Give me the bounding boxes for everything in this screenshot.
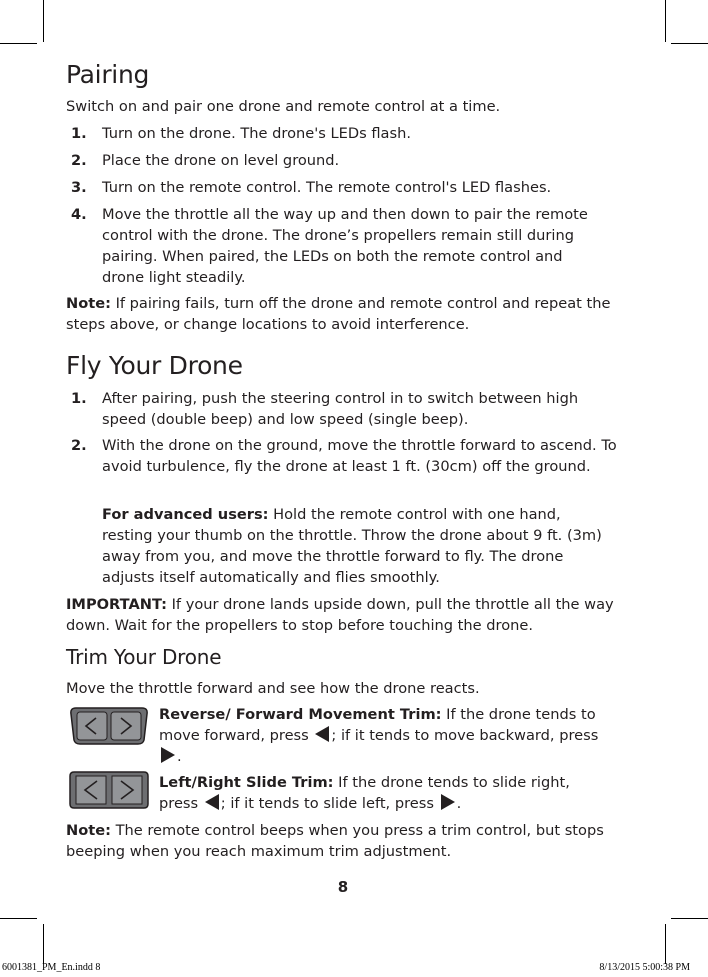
crop-mark [43,924,44,964]
section-title-trim: Trim Your Drone [66,645,222,669]
left-arrow-icon [315,726,329,742]
crop-mark [671,918,708,919]
slug-filename: 6001381_PM_En.indd 8 [2,962,101,973]
pairing-intro: Switch on and pair one drone and remote control at a time. [66,98,501,115]
left-arrow-icon [205,794,219,810]
note-label: Note: [66,822,111,839]
step-number: 2. [71,437,87,454]
important-text: If your drone lands upside down, pull the throttle all the way down. Wait for the propellers to stop before touching the drone. [66,596,614,634]
pairing-step-1: Turn on the drone. The drone's LEDs flash. [102,125,411,142]
fly-step-2: With the drone on the ground, move the throttle forward to ascend. To avoid turbulence, fly the drone at least 1 ft. (30cm) off the ground. [102,437,617,475]
crop-mark [665,0,666,42]
pairing-step-4: Move the throttle all the way up and then down to pair the remote control with the drone. The drone’s propellers remain still during pairing. When paired, the LEDs on both the remote control and drone light steadily. [102,206,588,286]
step-number: 1. [71,125,87,142]
crop-mark [0,43,37,44]
trim-button-icon [68,768,150,812]
note-text: If pairing fails, turn off the drone and remote control and repeat the steps above, or change locations to avoid interference. [66,295,611,333]
reverse-text-1: If the drone tends to move forward, press [159,706,596,744]
slide-text-3: . [456,795,462,812]
important-note [66,594,621,636]
left-right-trim-text [159,772,609,814]
crop-mark [671,43,708,44]
fly-step-1: After pairing, push the steering control in to switch between high speed (double beep) and low speed (single beep). [102,390,579,428]
important-label: IMPORTANT: [66,596,167,613]
reverse-forward-trim-text [159,704,609,767]
page-number: 8 [337,878,349,896]
reverse-text-2: ; if it tends to move backward, press [331,727,599,744]
slide-label: Left/Right Slide Trim: [159,774,334,791]
trim-note [66,820,621,862]
crop-mark [43,0,44,42]
advanced-text: Hold the remote control with one hand, resting your thumb on the throttle. Throw the drone about 9 ft. (3m) away from you, and move the throttle forward to fly. The drone adjusts itself automatically and flies smoothly. [102,506,602,586]
trim-button-icon [68,704,150,748]
step-number: 2. [71,152,87,169]
section-title-fly: Fly Your Drone [66,351,243,380]
advanced-users-tip [102,504,607,588]
crop-mark [665,924,666,964]
right-arrow-icon [161,747,175,763]
note-text: The remote control beeps when you press a trim control, but stops beeping when you reach maximum trim adjustment. [66,822,604,860]
trim-intro: Move the throttle forward and see how the drone reacts. [66,680,480,697]
pairing-step-3: Turn on the remote control. The remote control's LED flashes. [102,179,552,196]
reverse-text-3: . [177,748,182,765]
slide-text-2: ; if it tends to slide left, press [220,795,439,812]
step-number: 3. [71,179,87,196]
slug-timestamp: 8/13/2015 5:00:38 PM [599,962,690,973]
pairing-note [66,293,621,335]
step-number: 1. [71,390,87,407]
section-title-pairing: Pairing [66,60,150,89]
reverse-label: Reverse/ Forward Movement Trim: [159,706,442,723]
crop-mark [0,918,37,919]
slide-text-1: If the drone tends to slide right, press [159,774,570,812]
step-number: 4. [71,206,87,223]
pairing-step-2: Place the drone on level ground. [102,152,340,169]
advanced-label: For advanced users: [102,506,269,523]
right-arrow-icon [441,794,455,810]
note-label: Note: [66,295,111,312]
